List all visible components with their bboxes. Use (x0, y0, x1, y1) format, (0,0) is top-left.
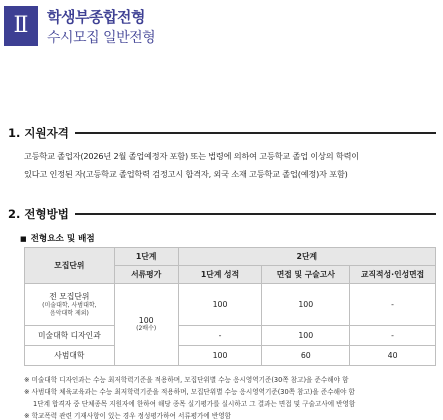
col-header-interview: 면접 및 구술고사 (262, 266, 350, 284)
table-cell: - (350, 326, 436, 346)
section-heading-method (8, 206, 436, 222)
heading-rule (75, 132, 436, 134)
note-line: ※ 학교폭력 관련 기재사항이 있는 경우 정성평가하여 서류평가에 반영함 (24, 412, 232, 420)
table-cell: 100 (178, 284, 262, 326)
subheading-score-elements (20, 232, 95, 244)
paragraph-line: 있다고 인정된 자(고등학교 졸업학력 검정고시 합격자, 외국 소재 고등학교 졸업(예정)자 포함) (24, 169, 348, 179)
heading-rule (75, 213, 436, 215)
subheading-text: 전형요소 및 배점 (30, 234, 95, 244)
docs-score: 100 (138, 316, 154, 325)
docs-multiplier: (2배수) (136, 325, 157, 332)
eligibility-paragraph (24, 147, 438, 183)
col-header-stage2: 2단계 (178, 248, 435, 266)
row-label-education: 사범대학 (25, 346, 115, 366)
col-header-unit: 모집단위 (25, 248, 115, 284)
table-header-row (25, 248, 436, 266)
table-cell: - (178, 326, 262, 346)
page-subtitle: 수시모집 일반전형 (47, 30, 156, 46)
section-numeral-badge: Ⅱ (4, 6, 38, 46)
col-header-docs: 서류평가 (114, 266, 178, 284)
page-title: 학생부종합전형 (47, 8, 145, 26)
note-line: ※ 미술대학 디자인과는 수능 최저학력기준을 적용하며, 모집단위별 수능 응시영역기준(30쪽 참고)을 준수해야 함 (24, 376, 349, 384)
docs-score-cell (114, 284, 178, 366)
section-heading-eligibility (8, 125, 436, 141)
row-label-text: 전 모집단위 (49, 292, 90, 301)
note-line: ※ 사범대학 체육교육과는 수능 최저학력기준을 적용하며, 모집단위별 수능 응시영역기준(30쪽 참고)을 준수해야 함 (24, 388, 355, 396)
table-row (25, 326, 436, 346)
row-label-note: 음악대학 제외) (49, 310, 89, 317)
square-bullet-icon: ■ (20, 235, 27, 243)
section-heading-text: 2. 전형방법 (8, 207, 69, 221)
table-row (25, 284, 436, 326)
score-table (24, 247, 436, 366)
note-line: 1단계 합격자 중 단체종목 지원자에 한하여 해당 종목 실기평가를 실시하고 그 결과는 면접 및 구술고사에 반영함 (33, 400, 356, 408)
page-header (0, 0, 443, 60)
table-cell: 100 (262, 326, 350, 346)
paragraph-line: 고등학교 졸업자(2026년 2월 졸업예정자 포함) 또는 법령에 의하여 고등학교 졸업 이상의 학력이 (24, 151, 359, 161)
col-header-grade: 1단계 성적 (178, 266, 262, 284)
row-label-design: 미술대학 디자인과 (25, 326, 115, 346)
col-header-stage1: 1단계 (114, 248, 178, 266)
table-notes (24, 374, 438, 420)
table-cell: 40 (350, 346, 436, 366)
col-header-aptitude: 교직적성·인성면접 (350, 266, 436, 284)
table-cell: 100 (178, 346, 262, 366)
table-cell: 100 (262, 284, 350, 326)
table-cell: - (350, 284, 436, 326)
row-label-all-units (25, 284, 115, 326)
table-cell: 60 (262, 346, 350, 366)
row-label-note: (미술대학, 사범대학, (42, 302, 97, 309)
table-row (25, 346, 436, 366)
section-heading-text: 1. 지원자격 (8, 126, 69, 140)
